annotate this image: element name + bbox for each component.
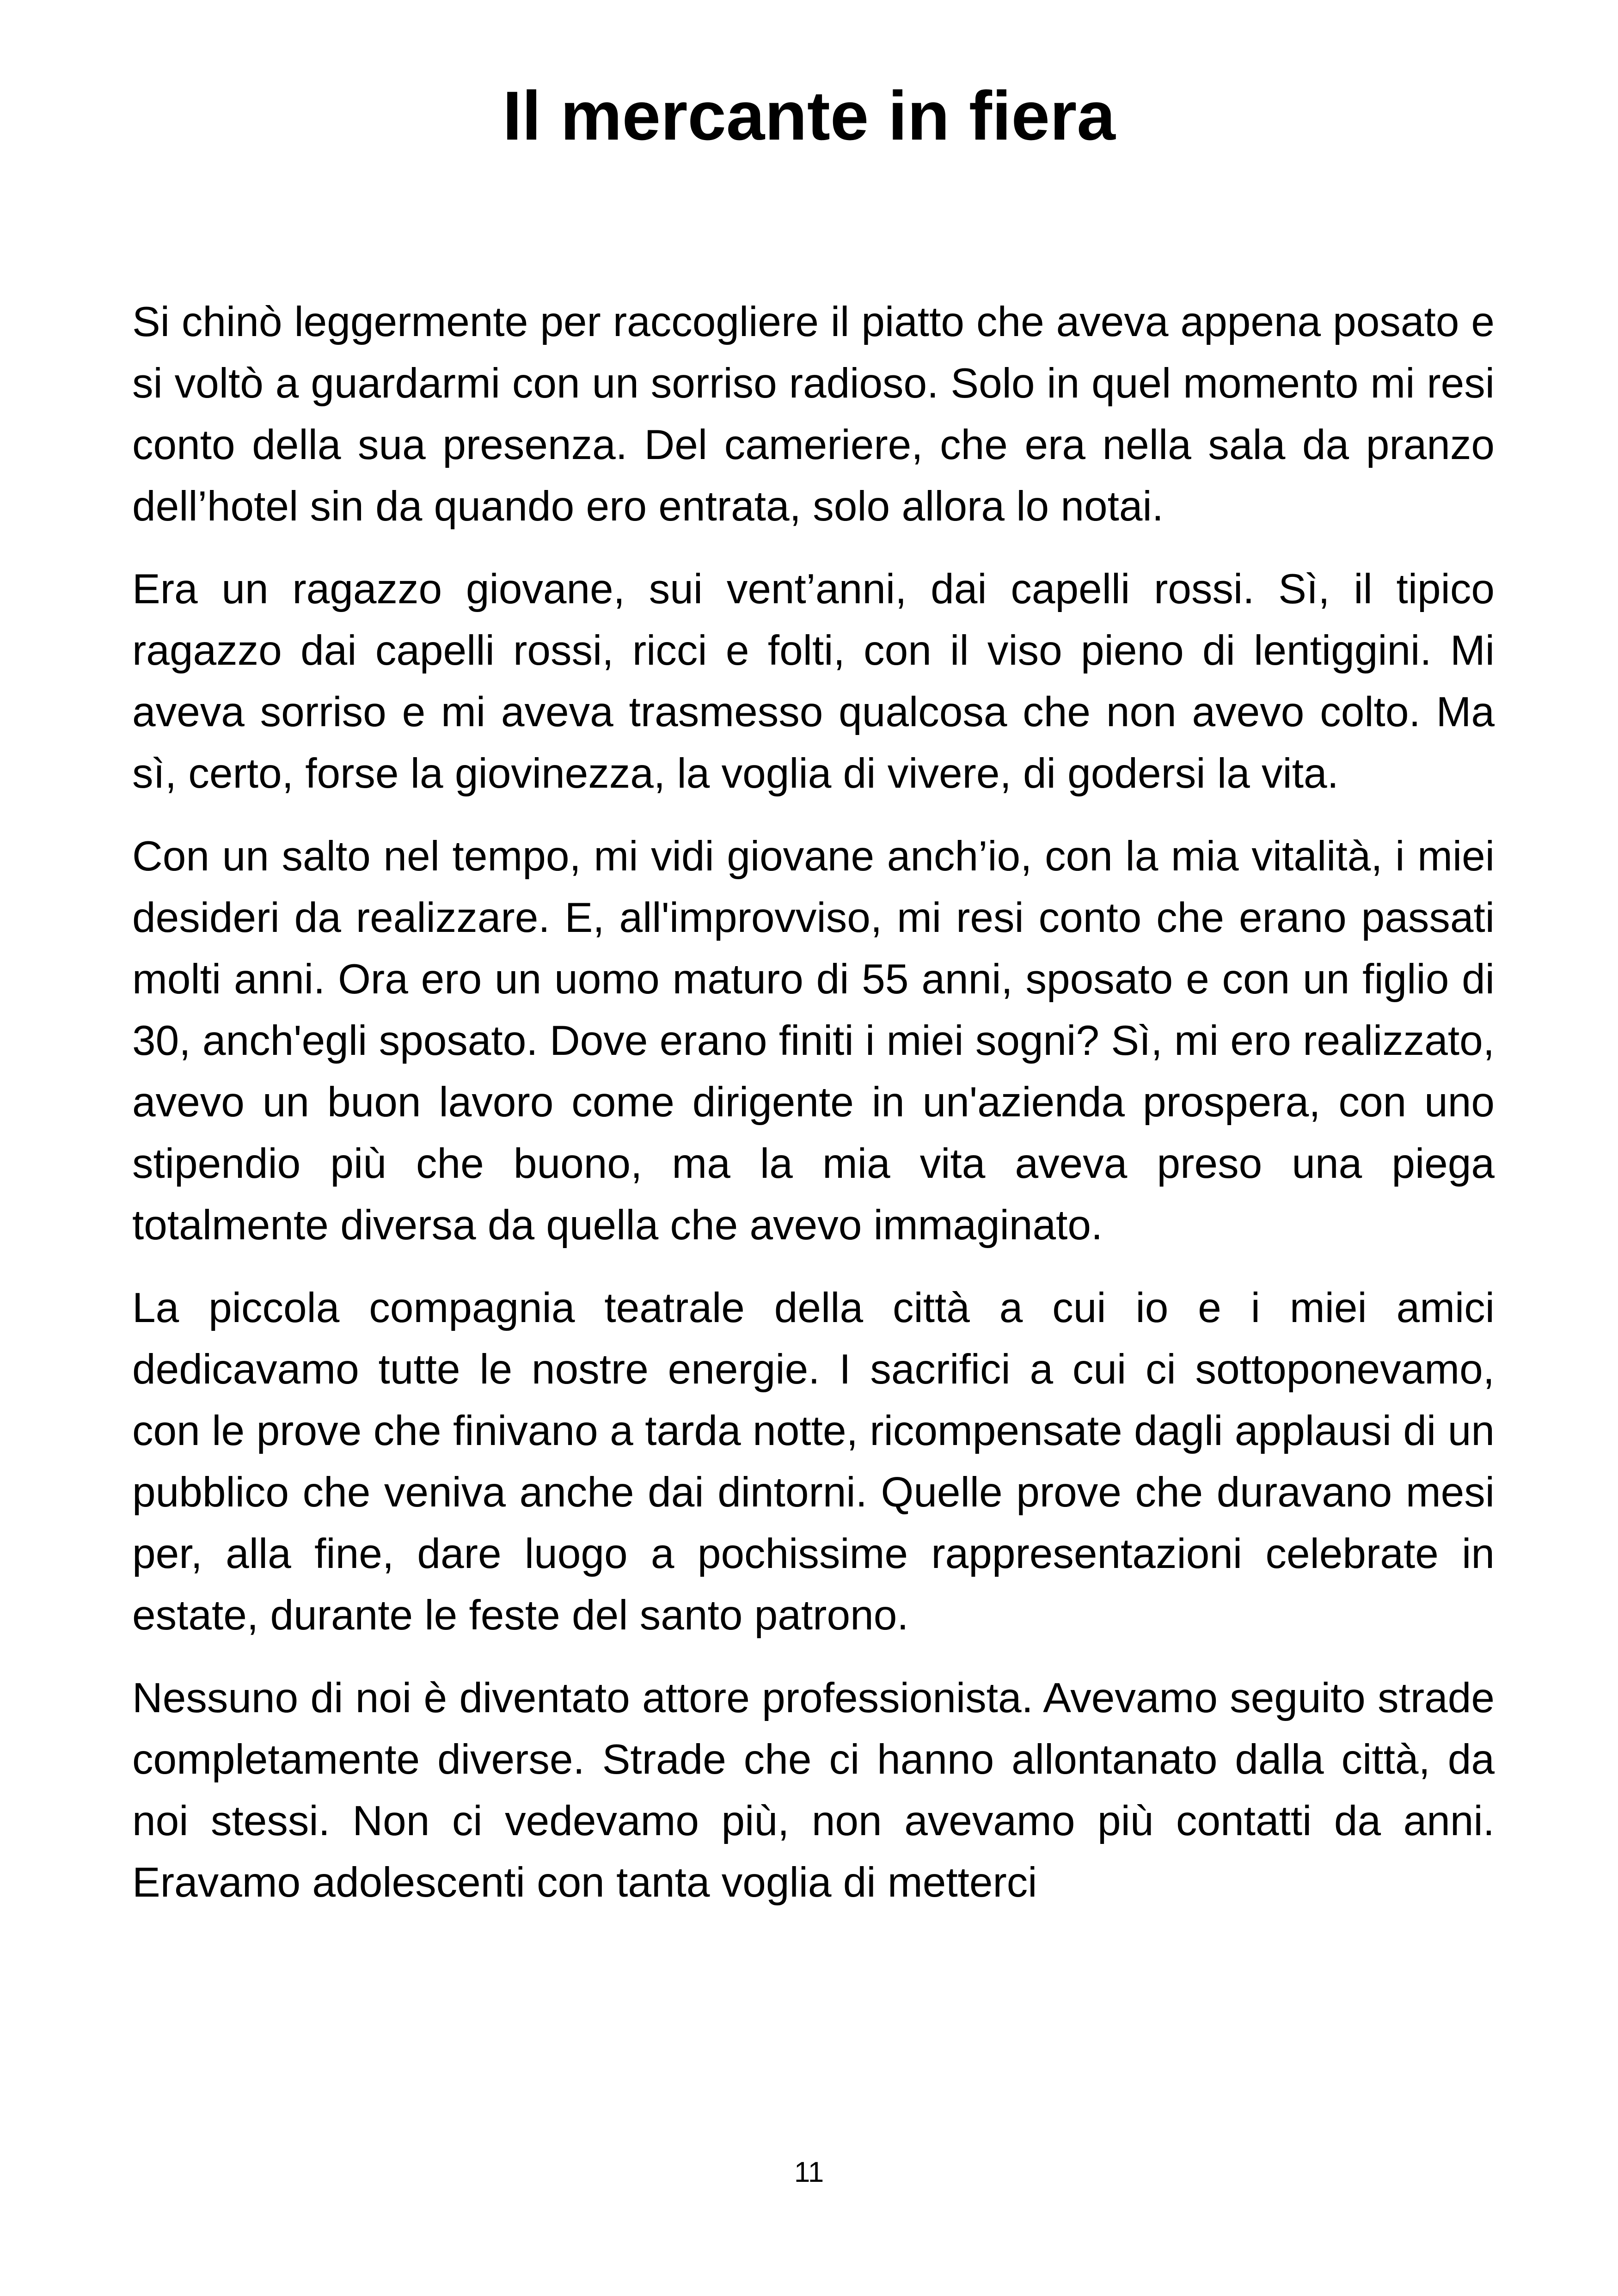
chapter-title: Il mercante in fiera [503,77,1115,154]
paragraph-4: La piccola compagnia teatrale della città a cui io e i miei amici dedicavamo tutte le nostre energie. I sacrifici a cui ci sottoponevamo, con le prove che finivano a tarda notte, ricompensate dagli applausi di un pubblico che veniva anche dai dintorni. Quelle prove che duravano mesi per, alla fine, dare luogo a pochissime rappresentazioni celebrate in estate, durante le feste del santo patrono. [132,1285,1495,1639]
chapter-body [132,291,1495,1935]
page-number: 11 [794,2156,824,2188]
paragraph-2: Era un ragazzo giovane, sui vent’anni, dai capelli rossi. Sì, il tipico ragazzo dai capelli rossi, ricci e folti, con il viso pieno di lentiggini. Mi aveva sorriso e mi aveva trasmesso qualcosa che non avevo colto. Ma sì, certo, forse la giovinezza, la voglia di vivere, di godersi la vita. [132,566,1495,797]
paragraph-3: Con un salto nel tempo, mi vidi giovane anch’io, con la mia vitalità, i miei desideri da realizzare. E, all'improvviso, mi resi conto che erano passati molti anni. Ora ero un uomo maturo di 55 anni, sposato e con un figlio di 30, anch'egli sposato. Dove erano finiti i miei sogni? Sì, mi ero realizzato, avevo un buon lavoro come dirigente in un'azienda prospera, con uno stipendio più che buono, ma la mia vita aveva preso una piega totalmente diversa da quella che avevo immaginato. [132,833,1495,1249]
paragraph-5: Nessuno di noi è diventato attore professionista. Avevamo seguito strade completamente diverse. Strade che ci hanno allontanato dalla città, da noi stessi. Non ci vedevamo più, non avevamo più contatti da anni. Eravamo adolescenti con tanta voglia di metterci [132,1675,1495,1906]
paragraph-1: Si chinò leggermente per raccogliere il piatto che aveva appena posato e si voltò a guardarmi con un sorriso radioso. Solo in quel momento mi resi conto della sua presenza. Del cameriere, che era nella sala da pranzo dell’hotel sin da quando ero entrata, solo allora lo notai. [132,299,1495,530]
